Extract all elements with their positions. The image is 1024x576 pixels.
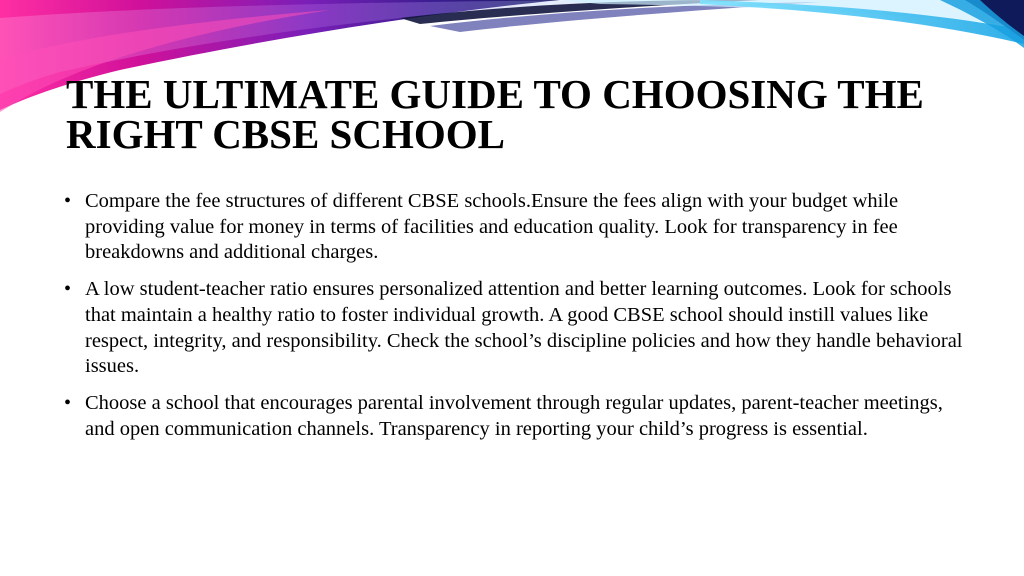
bullet-text: Choose a school that encourages parental involvement through regular updates, parent-teacher meetings, and open communication channels. Transparency in reporting your child’s progress is essential. [85, 391, 943, 440]
bullet-list [64, 189, 964, 453]
bullet-dot-icon: • [64, 278, 72, 301]
bullet-text: A low student-teacher ratio ensures personalized attention and better learning outcomes. Look for schools that maintain a healthy ratio to foster individual growth. A good CBSE school should instill values like respect, integrity, and responsibility. Check the school’s discipline policies and how they handle behavioral issues. [85, 278, 963, 378]
bullet-item-parental-involvement [64, 391, 964, 442]
bullet-dot-icon: • [64, 190, 72, 212]
bullet-dot-icon: • [64, 391, 72, 414]
slide-title: THE ULTIMATE GUIDE TO CHOOSING THE RIGHT CBSE SCHOOL [66, 71, 924, 157]
bullet-text: Compare the fee structures of different CBSE schools.Ensure the fees align with your budget while providing value for money in terms of facilities and education quality. Look for transparency in fee breakdowns and additional charges. [85, 190, 899, 264]
bullet-item-ratio-values [64, 277, 964, 380]
bullet-item-fees [64, 189, 964, 266]
